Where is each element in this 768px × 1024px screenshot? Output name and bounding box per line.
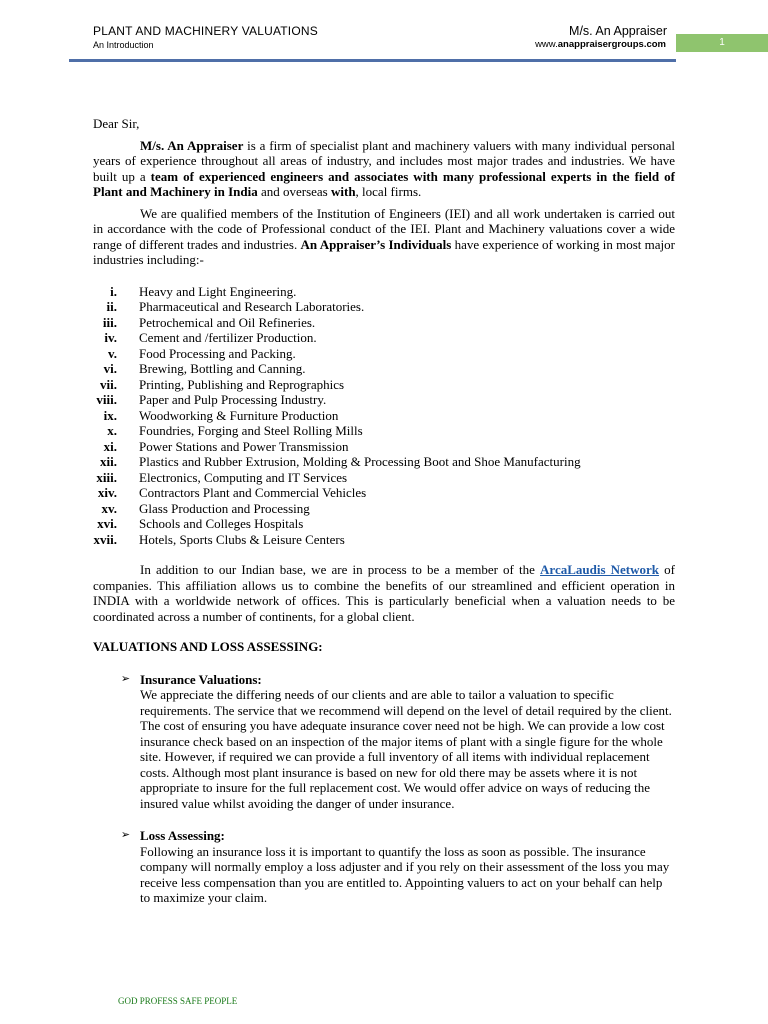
list-number: xvii. <box>93 531 117 547</box>
list-text: Contractors Plant and Commercial Vehicles <box>139 485 367 500</box>
intro-text-3: , local firms. <box>355 184 422 199</box>
list-item <box>93 346 675 362</box>
list-number: iv. <box>104 330 117 345</box>
list-item <box>93 377 675 393</box>
salutation: Dear Sir, <box>93 116 140 131</box>
list-text: Food Processing and Packing. <box>139 345 296 361</box>
bullet-title: Insurance Valuations: <box>140 671 262 687</box>
list-text: Heavy and Light Engineering. <box>139 283 297 299</box>
industries-list <box>93 284 675 548</box>
bullet-body <box>140 672 675 812</box>
list-item <box>93 408 675 424</box>
arrow-bullet-icon: ➢ <box>120 829 131 841</box>
page-footer: GOD PROFESS SAFE PEOPLE <box>118 996 238 1006</box>
list-number: ix. <box>103 407 117 423</box>
list-number: ii. <box>106 299 117 314</box>
company-name: M/s. An Appraiser <box>569 24 667 38</box>
website-domain: anappraisergroups.com <box>557 39 666 50</box>
list-text: Paper and Pulp Processing Industry. <box>139 392 327 407</box>
list-text: Electronics, Computing and IT Services <box>139 469 348 485</box>
qual-bold: An Appraiser’s Individuals <box>300 236 452 252</box>
list-number: xiii. <box>96 469 117 485</box>
list-item <box>93 532 675 548</box>
list-text: Petrochemical and Oil Refineries. <box>139 314 316 330</box>
list-text: Power Stations and Power Transmission <box>139 438 349 454</box>
list-text: Brewing, Bottling and Canning. <box>139 361 306 376</box>
intro-bold-2: with <box>330 184 356 199</box>
network-paragraph <box>93 562 675 624</box>
bullet-text: We appreciate the differing needs of our clients and are able to tailor a valuation to specific requirements. The service that we recommend will depend on the level of detail required by the client. The cost of ensuring you have adequate insurance cover need not be high. We can provide a low cost insurance check based on an inspection of the major items of plant with a single figure for the whole site. However, if required we can provide a full inventory of all items with individual replacement costs. Although most plant insurance is based on new for old there may be assets where it is not appropriate to insure for the full replacement cost. We would offer advice on ways of reducing the insured value whilst avoiding the danger of under insurance. <box>140 687 672 811</box>
bullet-title: Loss Assessing: <box>140 828 225 843</box>
list-number: xii. <box>100 454 117 469</box>
list-text: Glass Production and Processing <box>139 500 310 516</box>
list-text: Printing, Publishing and Reprographics <box>139 376 345 392</box>
list-number: xi. <box>103 438 117 454</box>
list-number: xv. <box>101 500 117 516</box>
qual-text-1: We are qualified members of the Institution of Engineers (IEI) and all work undertaken is carried out in accordance with the code of Professional conduct of the IEI. Plant and Machinery valuations cover a wide range of different trades and industries. <box>93 205 675 252</box>
document-subtitle: An Introduction <box>93 40 154 50</box>
list-number: xvi. <box>97 516 117 531</box>
list-text: Hotels, Sports Clubs & Leisure Centers <box>139 531 345 547</box>
section-heading-text: VALUATIONS AND LOSS ASSESSING: <box>93 639 323 654</box>
list-number: v. <box>107 345 117 361</box>
list-text: Pharmaceutical and Research Laboratories. <box>139 299 365 314</box>
list-item <box>93 392 675 408</box>
list-item <box>93 299 675 315</box>
intro-lead: M/s. An Appraiser <box>140 137 244 153</box>
network-text-1: In addition to our Indian base, we are in process to be a member of the <box>140 562 541 577</box>
list-text: Plastics and Rubber Extrusion, Molding & Processing Boot and Shoe Manufacturing <box>139 454 581 469</box>
list-number: i. <box>110 283 117 299</box>
bullet-loss-assessing <box>93 828 675 906</box>
list-item <box>93 516 675 532</box>
list-item <box>93 284 675 300</box>
list-number: xiv. <box>97 485 117 500</box>
list-text: Cement and /fertilizer Production. <box>139 330 317 345</box>
list-item <box>93 439 675 455</box>
bullet-text: Following an insurance loss it is important to quantify the loss as soon as possible. The insurance company will normally employ a loss adjuster and if you rely on their assessment of the loss you may receive less compensation than you are entitled to. Appointing valuers to act on your behalf can help to maximize your claim. <box>140 843 670 905</box>
list-item <box>93 485 675 501</box>
list-number: iii. <box>102 314 117 330</box>
list-number: vi. <box>103 361 117 376</box>
list-text: Schools and Colleges Hospitals <box>139 516 304 531</box>
bullet-insurance <box>93 672 675 812</box>
list-item <box>93 330 675 346</box>
header-divider <box>69 59 676 62</box>
list-item <box>93 423 675 439</box>
intro-paragraph <box>93 138 675 200</box>
arrow-bullet-icon: ➢ <box>120 672 131 685</box>
list-item <box>93 315 675 331</box>
document-title: PLANT AND MACHINERY VALUATIONS <box>93 24 318 38</box>
document-body <box>93 116 675 906</box>
list-item <box>93 470 675 486</box>
arcalaudis-network-link[interactable]: ArcaLaudis Network <box>540 562 660 577</box>
intro-text-1: is a firm of specialist plant and machinery valuers with many individual personal years of experience throughout all areas of industry, and includes most major trades and industries. We have built up a <box>93 137 675 184</box>
website-prefix: www. <box>535 39 558 50</box>
qual-text-2: have experience of working in most major industries including:- <box>93 236 675 267</box>
list-number: viii. <box>96 392 117 407</box>
list-number: vii. <box>100 376 117 392</box>
intro-text-2: and overseas <box>257 184 331 199</box>
page-number-badge: 1 <box>676 34 768 52</box>
list-text: Woodworking & Furniture Production <box>139 407 339 423</box>
section-heading <box>93 639 675 655</box>
list-text: Foundries, Forging and Steel Rolling Mills <box>139 423 363 438</box>
list-item <box>93 361 675 377</box>
website-link[interactable] <box>535 39 666 50</box>
intro-bold: team of experienced engineers and associates with many professional experts in the field of Plant and Machinery in India <box>93 168 675 199</box>
list-number: x. <box>107 423 117 438</box>
qualifications-paragraph <box>93 206 675 268</box>
bullet-body <box>140 828 675 906</box>
list-item <box>93 454 675 470</box>
network-text-2: of companies. This affiliation allows us to combine the benefits of our streamlined and efficient operation in INDIA with a worldwide network of offices. This is particularly beneficial when a valuation needs to be coordinated across a number of continents, for a global client. <box>93 562 675 624</box>
list-item <box>93 501 675 517</box>
